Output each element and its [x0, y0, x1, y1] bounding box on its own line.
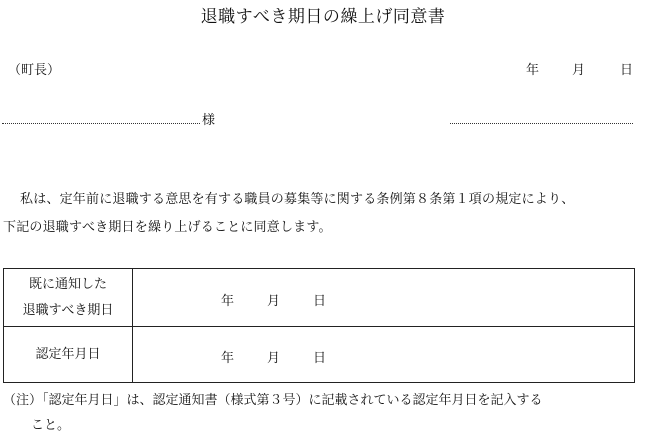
body-text-line-1: 私は、定年前に退職する意思を有する職員の募集等に関する条例第８条第１項の規定により、 [20, 192, 575, 207]
table-row-approval-date [4, 327, 635, 383]
notified-month-label: 月 [267, 294, 281, 309]
approval-day-label: 日 [313, 351, 327, 366]
approval-year-label: 年 [221, 351, 235, 366]
table-row-notified-date [4, 269, 635, 327]
note-line-2: こと。 [31, 418, 71, 433]
body-text-line-2: 下記の退職すべき期日を繰り上げることに同意します。 [3, 220, 332, 235]
document-title: 退職すべき期日の繰上げ同意書 [200, 7, 446, 27]
approval-date-label: 認定年月日 [4, 327, 133, 383]
date-month-label: 月 [572, 63, 586, 78]
notified-date-label-line-1: 既に通知した [28, 276, 107, 292]
addressee-name-line [2, 123, 200, 124]
note-line-1: （注）「認定年月日」は、認定通知書（様式第３号）に記載されている認定年月日を記入する [3, 393, 543, 408]
notified-date-value [133, 269, 635, 327]
applicant-name-line [450, 123, 633, 124]
approval-month-label: 月 [267, 351, 281, 366]
date-day-label: 日 [620, 63, 634, 78]
approval-date-value [133, 327, 635, 383]
recipient-label: （町長） [8, 63, 61, 78]
date-table [3, 268, 635, 383]
notified-year-label: 年 [221, 294, 235, 309]
notified-date-label-line-2: 退職すべき期日 [22, 302, 114, 318]
addressee-suffix: 様 [202, 113, 216, 128]
notified-date-label [4, 269, 133, 327]
notified-day-label: 日 [313, 294, 327, 309]
date-year-label: 年 [526, 63, 540, 78]
